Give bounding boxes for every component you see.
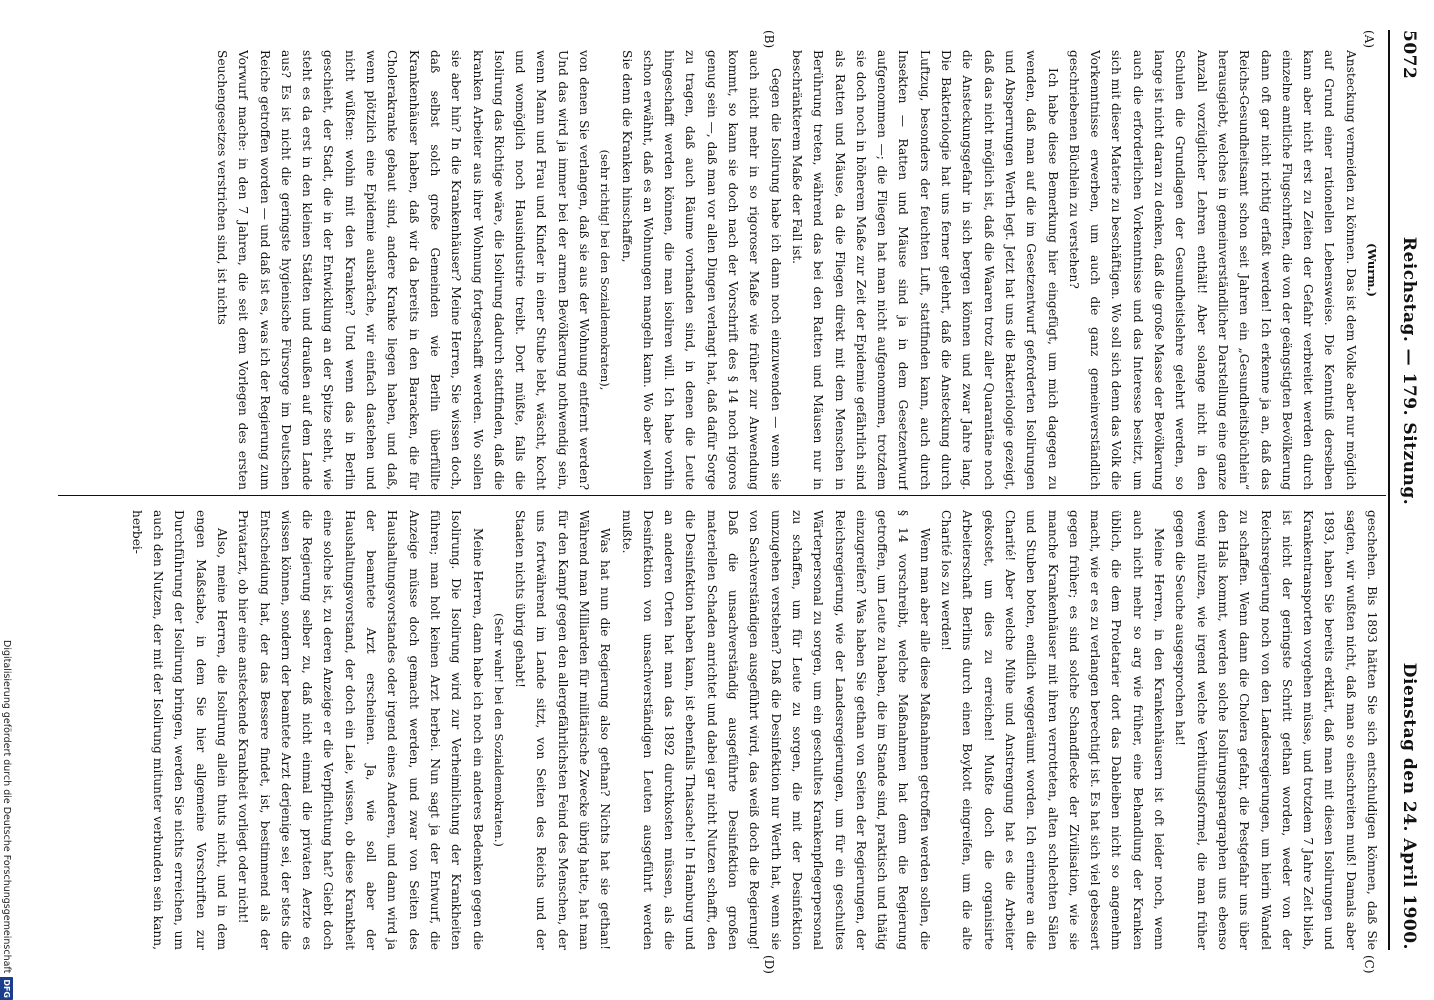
margin-letter-a: (A) — [1362, 30, 1376, 49]
paragraph: Ich habe diese Bemerkung hier eingefügt, um mich dagegen zu wenden, daß man auf die im Gesetzentwurf geforderten Isolirungen und Absperrungen Werth legt. Jetzt hat uns die Bakteriologie gezeigt, daß das nicht möglich ist, daß die Waaren trotz aller Quarantäne noch die Ansteckungsgefahr in sich bergen können und zwar Jahre lang. Die Bakteriologie hat uns ferner gelehrt, daß die Ansteckung durch Luftzug, besonders der feuchten Luft, stattfinden kann, auch durch Insekten — Ratten und Mäuse sind ja in dem Gesetzentwurf aufgenommen —; die Fliegen hat man nicht aufgenommen, trotzdem sie doch noch in höherem Maße zur Zeit der Epidemie gefährlich sind als Ratten und Mäuse, da die Fliegen direkt mit dem Menschen in Berührung treten, während das bei den Ratten und Mäusen nur in beschränkterem Maße der Fall ist. — [789, 50, 1060, 490]
paragraph: Ansteckung vermeiden zu können. Das ist dem Volke aber nur möglich auf Grund einer rationellen Lebensweise. Die Kenntniß derselben kann aber nicht erst zu Zeiten der Gefahr verbreitet werden durch einzelne amtliche Flugschriften, die von der geängstigten Bevölkerung dann oft gar nicht richtig erfaßt werden! Ich erkenne ja an, daß das Reichs-Gesundheitsamt schon seit Jahren ein „Gesundheitsbüchlein“ herausgiebt, welches in gemeinverständlicher Darstellung eine ganze Anzahl vorzüglicher Lehren enthält! Aber solange nicht in den Schulen die Grundlagen der Gesundheitslehre gelehrt werden, so lange ist nicht daran zu denken, daß die große Masse der Bevölkerung auch die erforderlichen Vorkenntnisse und das Interesse besitzt, um sich mit dieser Materie zu beschäftigen. Wo soll sich denn das Volk die Vorkenntnisse erwerben, um auch die ganz gemeinverständlich geschriebenen Büchlein zu verstehen? — [1066, 50, 1358, 490]
interjection: (sehr richtig! bei den Sozialdemokraten), — [598, 149, 613, 391]
interjection: (Sehr wahr! bei den Sozialdemokraten.) — [491, 613, 506, 847]
credit-text: Digitalisierung gefördert durch die Deutsche Forschungsgemeinschaft — [1, 640, 12, 974]
paragraph: Gegen die Isolirung habe ich dann noch einzuwenden — wenn sie auch nicht mehr in so rigoroser Maße wie früher zur Anwendung kommt, so kann sie doch nach der Vorschrift des § 14 noch rigoros genug sein —, daß man vor allen Dingen verlangt hat, daß dafür Sorge zu tragen, daß auch Räume vorhanden sind, in denen die Leute hingeschafft werden können, die man isoliren will. Ich habe vorhin schon erwähnt, daß es an Wohnungen mangeln kann. Wo aber wollen Sie denn die Kranken hinschaffen, — [619, 50, 783, 490]
margin-letter-b: (B) — [762, 30, 776, 49]
right-column — [62, 510, 1382, 950]
paragraph: Meine Herren, dann habe ich noch ein anderes Bedenken gegen die Isolirung. Die Isolirung wird zur Verheimlichung der Krankheiten führen; man holt keinen Arzt herbei. Nun sagt ja der Entwurf, die Anzeige müsse doch gemacht werden, und zwar von Seiten des Haushaltungsvorstandes oder irgend eines Anderen, und dann wird ja der beamtete Arzt erscheinen. Ja, wie soll aber der Haushaltungsvorstand, der doch ein Laie, wissen, ob diese Krankheit eine solche ist, zu deren Anzeige er die Verpflichtung hat? Giebt doch die Regierung selber zu, daß nicht einmal die privaten Aerzte es wissen können, sondern der beamtete Arzt derjenige sei, der stets die Entscheidung hat, der das Bessere findet, ist, bestimmend als der Privatarzt, ob hier eine ansteckende Krankheit vorliegt oder nicht! — [236, 510, 485, 950]
page-header — [1392, 30, 1426, 950]
margin-letter-d: (D) — [762, 955, 776, 974]
paragraph: Wenn man aber alle diese Maßnahmen getroffen werden sollen, die § 14 vorschreibt, welche Maßnahmen hat denn die Regierung getroffen, um Leute zu haben, die im Stande sind, praktisch und thätig einzugreifen? Was haben Sie gethan von Seiten der Regierungen, der Reichsregierung, wie der Landesregierungen, um für ein geschultes Wärterpersonal zu sorgen, um ein geschultes Krankenpflegerpersonal zu schaffen, um für Leute zu sorgen, die mit der Desinfektion umzugehen verstehen? Daß die Desinfektion nur Werth hat, wenn sie von Sachverständigen ausgeführt wird, das weiß doch die Regierung! Daß die unsachverständig ausgeführte Desinfektion großen materiellen Schaden anrichtet und dabei gar nicht Nutzen schafft, den die Desinfektion haben kann, ist ebenfalls Thatsache! In Hamburg und an anderen Orten hat man das 1892 durchkosten müssen, als die Desinfektion von unsachverständigen Leuten ausgeführt werden mußte. — [619, 510, 932, 950]
left-column — [62, 50, 1382, 490]
paragraph: Also, meine Herren, die Isolirung allein thuts nicht, und in dem engen Maßstabe, in dem Sie hier allgemeine Vorschriften zur Durchführung der Isolirung bringen, werden Sie nichts erreichen, um auch den Nutzen, der mit der Isolirung mitunter verbunden sein kann, herbei- — [129, 510, 229, 950]
session-date: Dienstag den 24. April 1900. — [1399, 662, 1419, 950]
header-rule — [1388, 30, 1390, 950]
dfg-logo-icon: DFG — [0, 977, 13, 1000]
paragraph: von denen Sie verlangen, daß sie aus der Wohnung entfernt werden? Und das wird ja immer bei der armen Bevölkerung nothwendig sein, wenn Mann und Frau und Kinder in einer Stube lebt, wäscht, kocht und womöglich noch Hausindustrie treibt. Dort müßte, falls die Isolirung das Richtige wäre, die Isolirung dadurch stattfinden, daß die kranken Arbeiter aus ihrer Wohnung fortgeschafft werden. Wo sollen sie aber hin? In die Krankenhäuser? Meine Herren, Sie wissen doch, daß selbst solch große Gemeinden wie Berlin überfüllte Krankenhäuser haben, daß wir da bereits in den Baracken, die für Cholerakranke gebaut sind, andere Kranke liegen haben, und daß, wenn plötzlich eine Epidemie ausbräche, wir einfach dastehen und nicht wüßten: wohin mit den Kranken? Und wenn das in Berlin geschieht, der Stadt, die in der Entwicklung an der Spitze steht, wie steht es da erst in den kleinen Städten und draußen auf dem Lande aus? Es ist nicht die geringste hygienische Fürsorge im Deutschen Reiche getroffen worden — und daß ist es, was ich der Regierung zum Vorwurf mache: in den 7 Jahren, die seit dem Vorlegen des ersten Seuchengesetzes verstrichen sind, ist nichts — [214, 50, 592, 490]
paragraph: Was hat nun die Regierung also gethan? Nichts hat sie gethan! Während man Milliarden für militärische Zwecke übrig hatte, hat man für den Kampf gegen den allergefährlichsten Feind des Menschen, der uns fortwährend im Lande sitzt, von Seiten des Reichs und der Staaten nichts übrig gehabt! — [513, 510, 613, 950]
column-divider — [58, 495, 1386, 496]
margin-letter-c: (C) — [1362, 955, 1376, 974]
digitization-credit — [0, 0, 16, 1000]
page-number: 5072 — [1399, 30, 1419, 80]
paragraph: Meine Herren, in den Krankenhäusern ist oft leider noch, wenn auch nicht mehr so arg wie früher, eine Behandlung der Kranken üblich, die dem Proletarier dort das Dableiben nicht so angenehm macht, wie er es zu verlangen berechtigt ist. Es hat sich viel gebessert gegen früher; es sind solche Schandflecke der Zivilisation, wie sie manche Krankenhäuser mit ihren verrotteten, alten schlechten Sälen und Stuben boten, endlich weggeräumt worden. Ich erinnere an die Charité! Aber welche Mühe und Anstrengung hat es die Arbeiter gekostet, um dies zu erreichen! Mußte doch die organisirte Arbeiterschaft Berlins durch einen Boykott eingreifen, um die alte Charité los zu werden! — [939, 510, 1167, 950]
session-title: Reichstag. — 179. Sitzung. — [1399, 236, 1419, 506]
paragraph: geschehen. Bis 1893 hätten Sie sich entschuldigen können, daß Sie sagten, wir wußten nicht, daß man so einschreiten muß! Damals aber 1893, haben Sie bereits erklärt, daß man mit diesen Isolirungen und Krankentransporten vorgehen müsse, und trotzdem 7 Jahre Zeit blieb, ist nicht der geringste Schritt gethan worden, weder von der Reichsregierung noch von den Landesregierungen, um hierin Wandel zu schaffen. Wenn dann die Cholera gefahr, die Pestgefahr uns über den Hals kommt, werden solche Isolirungsparagraphen uns ebenso wenig nützen, wie irgend welche Verhütungsformel, die man früher gegen die Seuche ausgesprochen hat! — [1173, 510, 1379, 950]
speaker-label: (Wurm.) — [1365, 243, 1379, 297]
